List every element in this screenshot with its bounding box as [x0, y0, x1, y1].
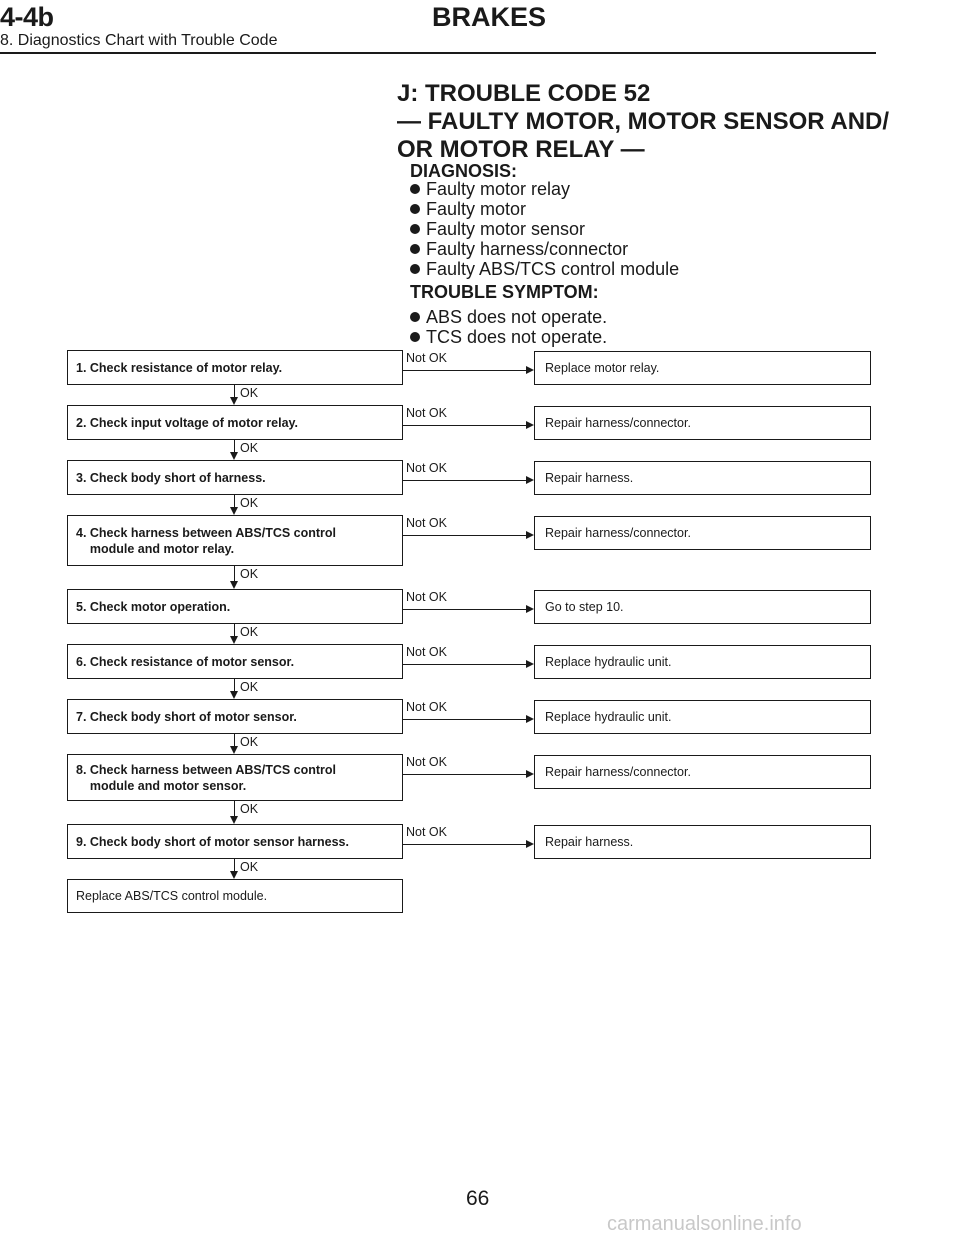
- not-ok-connector: [403, 370, 528, 371]
- not-ok-connector: [403, 535, 528, 536]
- action-box: [534, 590, 871, 624]
- step-box: [67, 515, 403, 566]
- step-box: [67, 754, 403, 801]
- list-item: Faulty harness/connector: [410, 239, 679, 259]
- final-step-text: Replace ABS/TCS control module.: [76, 889, 268, 903]
- bullet-icon: [410, 184, 420, 194]
- ok-label: OK: [240, 735, 259, 749]
- step-text: 8. Check harness between ABS/TCS control module and motor sensor.: [76, 762, 337, 793]
- arrow-down-icon: [230, 397, 238, 405]
- step-text: 1. Check resistance of motor relay.: [76, 360, 283, 375]
- action-text: Replace motor relay.: [545, 361, 660, 375]
- arrow-down-icon: [230, 871, 238, 879]
- ok-label: OK: [240, 680, 259, 694]
- not-ok-label: Not OK: [406, 645, 447, 659]
- ok-connector: [234, 859, 235, 871]
- header-rule: [0, 52, 876, 54]
- step-text: 4. Check harness between ABS/TCS control module and motor relay.: [76, 525, 337, 556]
- step-text: 3. Check body short of harness.: [76, 470, 266, 485]
- arrow-down-icon: [230, 691, 238, 699]
- ok-label: OK: [240, 496, 259, 510]
- not-ok-connector: [403, 664, 528, 665]
- ok-label: OK: [240, 802, 259, 816]
- action-box: [534, 645, 871, 679]
- not-ok-label: Not OK: [406, 406, 447, 420]
- arrow-right-icon: [526, 476, 534, 484]
- action-box: [534, 700, 871, 734]
- section-title-line: J: TROUBLE CODE 52: [397, 80, 651, 107]
- symptom-list: [410, 307, 607, 347]
- action-box: [534, 755, 871, 789]
- section-title-line: OR MOTOR RELAY —: [397, 136, 645, 163]
- arrow-right-icon: [526, 715, 534, 723]
- list-item: Faulty motor relay: [410, 179, 679, 199]
- list-item: TCS does not operate.: [410, 327, 607, 347]
- step-box: [67, 644, 403, 679]
- bullet-icon: [410, 204, 420, 214]
- not-ok-connector: [403, 844, 528, 845]
- step-text: 5. Check motor operation.: [76, 599, 231, 614]
- action-text: Repair harness/connector.: [545, 416, 691, 430]
- step-box: [67, 824, 403, 859]
- chapter-title: BRAKES: [432, 2, 547, 32]
- arrow-down-icon: [230, 746, 238, 754]
- section-number: 4-4b: [0, 2, 54, 32]
- bullet-icon: [410, 312, 420, 322]
- bullet-icon: [410, 244, 420, 254]
- bullet-icon: [410, 224, 420, 234]
- list-item: Faulty motor sensor: [410, 219, 679, 239]
- diagnosis-heading: DIAGNOSIS:: [410, 161, 518, 181]
- ok-connector: [234, 624, 235, 636]
- not-ok-label: Not OK: [406, 825, 447, 839]
- section-title: [397, 80, 917, 164]
- ok-connector: [234, 734, 235, 746]
- not-ok-connector: [403, 609, 528, 610]
- action-text: Repair harness/connector.: [545, 526, 691, 540]
- list-item: Faulty ABS/TCS control module: [410, 259, 679, 279]
- action-box: [534, 825, 871, 859]
- list-item: ABS does not operate.: [410, 307, 607, 327]
- step-box: [67, 699, 403, 734]
- bullet-icon: [410, 332, 420, 342]
- ok-label: OK: [240, 567, 259, 581]
- action-text: Repair harness.: [545, 835, 634, 849]
- symptom-heading: TROUBLE SYMPTOM:: [410, 282, 599, 302]
- ok-connector: [234, 385, 235, 397]
- not-ok-connector: [403, 719, 528, 720]
- step-text: 9. Check body short of motor sensor harness.: [76, 834, 349, 849]
- action-text: Replace hydraulic unit.: [545, 655, 672, 669]
- action-box: [534, 351, 871, 385]
- action-text: Repair harness.: [545, 471, 634, 485]
- step-box: [67, 460, 403, 495]
- watermark: carmanualsonline.info: [607, 1213, 802, 1235]
- diagnosis-list: [410, 179, 679, 279]
- action-text: Replace hydraulic unit.: [545, 710, 672, 724]
- not-ok-label: Not OK: [406, 590, 447, 604]
- not-ok-connector: [403, 480, 528, 481]
- arrow-right-icon: [526, 660, 534, 668]
- ok-label: OK: [240, 625, 259, 639]
- arrow-down-icon: [230, 816, 238, 824]
- action-box: [534, 516, 871, 550]
- arrow-right-icon: [526, 605, 534, 613]
- step-box: [67, 589, 403, 624]
- arrow-right-icon: [526, 770, 534, 778]
- ok-connector: [234, 566, 235, 581]
- bullet-icon: [410, 264, 420, 274]
- ok-connector: [234, 801, 235, 816]
- ok-label: OK: [240, 860, 259, 874]
- action-text: Repair harness/connector.: [545, 765, 691, 779]
- arrow-right-icon: [526, 366, 534, 374]
- arrow-down-icon: [230, 636, 238, 644]
- step-text: 2. Check input voltage of motor relay.: [76, 415, 299, 430]
- step-box: [67, 405, 403, 440]
- chapter-subtitle: 8. Diagnostics Chart with Trouble Code: [0, 32, 278, 49]
- not-ok-connector: [403, 425, 528, 426]
- ok-connector: [234, 440, 235, 452]
- not-ok-label: Not OK: [406, 755, 447, 769]
- arrow-right-icon: [526, 840, 534, 848]
- page-number: 66: [466, 1187, 490, 1210]
- ok-connector: [234, 495, 235, 507]
- action-box: [534, 406, 871, 440]
- action-box: [534, 461, 871, 495]
- list-item: Faulty motor: [410, 199, 679, 219]
- step-text: 6. Check resistance of motor sensor.: [76, 654, 295, 669]
- not-ok-label: Not OK: [406, 351, 447, 365]
- ok-label: OK: [240, 386, 259, 400]
- arrow-down-icon: [230, 507, 238, 515]
- not-ok-label: Not OK: [406, 461, 447, 475]
- section-title-line: — FAULTY MOTOR, MOTOR SENSOR AND/: [397, 108, 890, 135]
- arrow-right-icon: [526, 421, 534, 429]
- arrow-down-icon: [230, 581, 238, 589]
- ok-label: OK: [240, 441, 259, 455]
- ok-connector: [234, 679, 235, 691]
- step-box: [67, 350, 403, 385]
- arrow-down-icon: [230, 452, 238, 460]
- not-ok-label: Not OK: [406, 700, 447, 714]
- arrow-right-icon: [526, 531, 534, 539]
- step-text: 7. Check body short of motor sensor.: [76, 709, 297, 724]
- not-ok-connector: [403, 774, 528, 775]
- final-step-box: [67, 879, 403, 913]
- not-ok-label: Not OK: [406, 516, 447, 530]
- action-text: Go to step 10.: [545, 600, 624, 614]
